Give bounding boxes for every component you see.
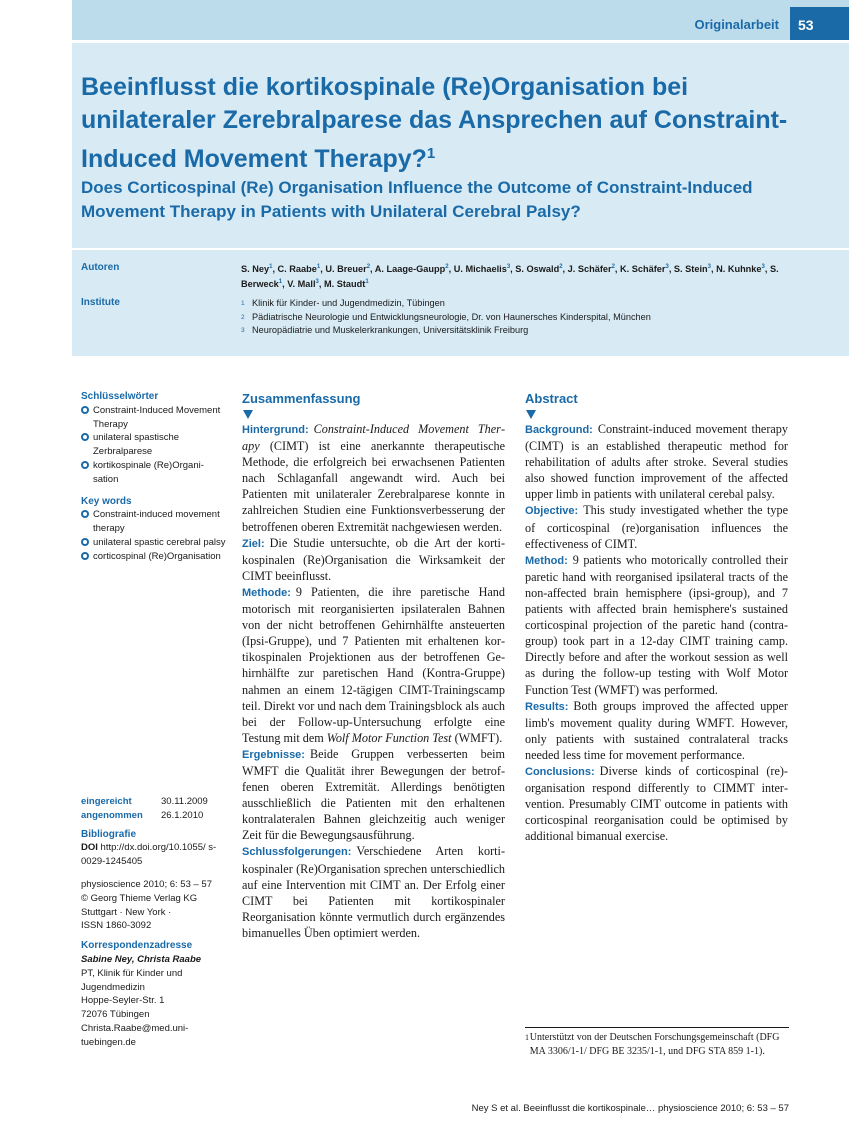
author-affiliation: 3 [315,279,319,286]
paragraph-label: Background: [525,424,593,436]
summary-german [242,390,505,941]
summary-paragraph [242,421,505,535]
keyword-text: kortikospinale (Re)Organisation [93,459,204,485]
author-name: U. Michaelis [453,264,507,275]
title-german [81,71,801,176]
paragraph-text: 9 patients who motorically controlled their paretic hand with reorganised ipsilateral tracts of the non-affected brain hemisphere (ipsi-group), and 7 patients with affected brain hemisphere's sustained corticospinal projection of the paretic hand (contra-group) took part in a 12-day CIMT training camp. Directly before and after the workout session as well as during the follow-up testing with Wolf Motor Function Test (WMFT) was performed. [525,552,788,697]
paragraph-label: Objective: [525,505,579,518]
author-name: S. Stein [673,264,708,275]
author-name: V. Mall [287,279,316,290]
paragraph-text: (WMFT). [451,730,503,745]
keywords-en-label: Key words [81,495,132,507]
paragraph-text: 9 Patienten, die ihre paretische Hand motorisch mit reorganisierten ipsilateralen Bahnen von der nicht betroffenen Gehirnhälfte ansteuerten (Ipsi-Gruppe), und 7 Patienten mit erhaltenen kortikospinalen Projektionen aus der betroffenen Gehirnhälfte zur paretischen Hand (Kontra-Gruppe) nahmen an einem 12-tägigen CIMT-Trainingscamp teil. Direkt vor und nach dem Trainingsblock als auch bei der Follow-up-Untersuchung erfolgte eine Testung mit dem [242,584,505,745]
institute-text: Neuropädiatrie und Muskelerkrankungen, Universitätsklinik Freiburg [252,325,529,335]
paragraph-text: (CIMT) ist eine anerkannte therapeutische Methode, die erfolgreich bei erwachsenen Patienten nach Schlaganfall angewandt wird. Auch bei Patienten mit unilateraler Zerebralparese konnte in zahlreichen Studien eine Funktionsverbesserung der betroffenen oberen Extremität nachgewiesen werden. [242,439,505,534]
received-label: eingereicht [81,796,132,807]
page-number-box [790,7,849,40]
address-line: Hoppe-Seyler-Str. 1 [81,995,165,1007]
paragraph-text: This study investigated whether the type of corticospinal (re)organisation influences the effectiveness of CIMT. [525,503,788,551]
sidebar-keywords [81,390,226,564]
bullet-icon [81,550,93,564]
keyword-text: corticospinal (Re)Organisation [93,550,221,562]
sidebar-publication-info [81,795,226,1050]
address-line: tuebingen.de [81,1036,136,1048]
authors-label: Autoren [81,262,120,273]
summary-paragraph [242,535,505,584]
paragraph-text: Beide Gruppen verbesserten beim WMFT die Qualität ihrer Bewegungen der betroffenen oberen Extremität. Allerdings benötigten ausschließlich die Patienten mit den erhaltenen kontralateralen Bahnen gleichzeitig auch weniger Zeit für die Bewegungsausführung. [242,746,505,843]
footnote [525,1031,789,1058]
summary-paragraph [242,746,505,844]
author-affiliation: 1 [365,279,369,286]
correspondence-label: Korrespondenzadresse [81,940,193,952]
header-band [72,0,849,40]
keyword-item [81,508,226,536]
author-affiliation: 2 [366,264,371,270]
abstract-english [525,390,788,844]
summary-paragraph [242,584,505,746]
author-name: S. Berweck [241,264,779,290]
author-name: A. Laage-Gaupp [374,264,446,275]
keyword-text: unilateral spastische Zerbralparese [93,432,180,458]
paragraph-label: Method: [525,554,568,567]
title-footnote-marker: 1 [426,145,436,162]
title-band [72,43,849,248]
keyword-item [81,536,226,550]
author-affiliation: 2 [611,264,615,270]
title-german-text: Beeinflusst die kortikospinale (Re)Organisation bei unilateraler Zerebralparese das Ansprechen auf Constraint-Induced Movement Therapy? [81,73,788,173]
institute-item [241,324,821,338]
bullet-icon [81,459,93,487]
paragraph-text: Verschiedene Arten kortikospinaler (Re)Organisation sprechen unterschiedlich auf eine Intervention mit CIMT an. Der Erfolg einer CIMT bei Patienten mit kortikospinaler Reorganisation könnte vermutlich durch ergänzendes bimanuelles Üben optimiert werden. [242,844,505,940]
paragraph-text: Die Studie untersuchte, ob die Art der kortikospinalen (Re)Organisation die Wirksamkeit der CIMT beeinflusst. [242,535,505,583]
paragraph-text: Diverse kinds of corticospinal (re)-organisation respond differently to CIMMT intervention. Presumably CIMT outcome in patients with corticospinal reorganisation could be optimised by additional bimanual exercise. [525,763,788,844]
paragraph-label: Methode: [242,586,291,599]
institute-text: Klinik für Kinder- und Jugendmedizin, Tübingen [252,298,445,308]
section-label: Originalarbeit [694,17,779,32]
address-line: PT, Klinik für Kinder und [81,967,183,979]
keyword-item [81,550,226,564]
author-affiliation: 3 [665,264,669,270]
paragraph-label: Hintergrund: [242,424,309,436]
paragraph-label: Ziel: [242,537,265,550]
citation: physioscience 2010; 6: 53 – 57 [81,878,212,890]
institute-number: 1 [241,300,245,307]
paragraph-italic: Wolf Motor Function Test [326,730,452,745]
institute-item [241,297,821,311]
summary-paragraph [242,843,505,941]
keyword-text: Constraint-induced movement therapy [93,509,220,535]
issn: ISSN 1860-3092 [81,920,152,932]
keyword-text: Constraint-Induced Movement Therapy [93,404,221,430]
accepted-row [81,809,226,823]
triangle-marker-icon [243,410,253,419]
bullet-icon [81,536,93,550]
footnote-text: Unterstützt von der Deutschen Forschungsgemeinschaft (DFG MA 3306/1-1/ DFG BE 3235/1-1, und DFG STA 859 1-1). [529,1032,780,1057]
institutes-label: Institute [81,297,120,308]
paragraph-label: Results: [525,700,569,713]
paragraph-text: Both groups improved the affected upper limb's movement quality during WMFT. However, only patients with sustained contralateral tracks needed less time for movement performance. [525,698,788,762]
author-affiliation: 3 [506,264,511,270]
correspondence-names: Sabine Ney, Christa Raabe [81,953,202,965]
author-name: U. Breuer [325,264,367,275]
publisher-line-1: © Georg Thieme Verlag KG [81,892,198,904]
paragraph-label: Ergebnisse: [242,748,305,761]
institute-text: Pädiatrische Neurologie und Entwicklungsneurologie, Dr. von Haunersches Kinderspital, München [252,311,651,322]
abstract-english-heading: Abstract [525,391,578,406]
abstract-paragraph [525,421,788,502]
bullet-icon [81,404,93,432]
bullet-icon [81,508,93,536]
keyword-item [81,459,226,487]
bullet-icon [81,431,93,459]
paragraph-text: Constraint-induced movement therapy (CIMT) is an established therapeutic method for rehabilitation of adults after stroke. Several studies also showed function improvement of the affected upper limb in patients with unilateral cerebal palsy. [525,422,788,502]
summary-german-heading: Zusammenfassung [242,391,361,406]
keyword-item [81,431,226,459]
author-name: S. Ney [241,264,270,275]
paragraph-label: Conclusions: [525,765,595,778]
doi-value[interactable]: http://dx.doi.org/10.1055/ s-0029-1245405 [81,842,217,868]
abstract-paragraph [525,502,788,551]
address-line: Christa.Raabe@med.uni- [81,1022,189,1034]
keyword-item [81,404,226,432]
keywords-en-list [81,508,226,563]
doi [81,841,226,869]
institutes-list [241,297,821,338]
author-name: N. Kuhnke [716,264,762,275]
abstract-english-body [525,421,788,844]
author-affiliation: 2 [445,264,449,270]
address-line: 72076 Tübingen [81,1009,150,1021]
received-date: 30.11.2009 [161,796,208,807]
paragraph-italic: Constraint-Induced Movement Therapy [242,422,505,454]
accepted-label: angenommen [81,809,143,821]
author-name: M. Staudt [323,279,366,290]
publisher-line-2: Stuttgart · New York · [81,906,172,918]
meta-band [72,250,849,356]
correspondence-address [81,967,226,1050]
abstract-paragraph [525,763,788,844]
triangle-marker-icon [526,410,536,419]
footnote-divider [525,1027,789,1028]
page-number: 53 [798,17,814,33]
bibliography-label: Bibliografie [81,828,137,840]
author-affiliation: 3 [707,264,711,270]
abstract-paragraph [525,552,788,698]
authors-list: S. Ney$^1$, C. Raabe$^1$, U. Breuer$^2$, A. Laage-Gaupp$^2$, U. Michaelis$^3$, S. Oswald$^2$, J. Schäfer$^2$, K. Schäfer$^3$, S. Stein$^3$, N. Kuhnke$^3$, S. Berweck$^1$, V. Mall$^3$, M. Staudt$^1$ [241,264,779,290]
author-name: J. Schäfer [567,264,612,275]
title-english: Does Corticospinal (Re) Organisation Influence the Outcome of Constraint-Induced Movement Therapy in Patients with Unilateral Cerebral Palsy? [81,178,753,221]
abstract-paragraph [525,698,788,763]
doi-label: DOI [81,842,98,854]
author-affiliation: 1 [278,279,283,286]
keywords-de-label: Schlüsselwörter [81,391,159,402]
author-affiliation: 3 [761,264,765,270]
footnote-number: 1 [525,1033,529,1042]
institute-number: 3 [241,327,245,334]
author-affiliation: 2 [559,264,563,270]
author-name: K. Schäfer [620,264,666,275]
received-row [81,795,226,809]
accepted-date: 26.1.2010 [161,809,204,821]
author-affiliation: 1 [316,264,321,270]
running-footer: Ney S et al. Beeinflusst die kortikospinale… physioscience 2010; 6: 53 – 57 [471,1103,789,1114]
institute-number: 2 [241,313,245,321]
keywords-de-list [81,404,226,487]
summary-german-body [242,421,505,941]
author-name: C. Raabe [277,264,317,275]
author-affiliation: 1 [269,264,273,270]
address-line: Jugendmedizin [81,981,145,993]
institute-item [241,311,821,325]
author-name: S. Oswald [515,264,560,275]
paragraph-label: Schlussfolgerungen: [242,846,352,859]
keyword-text: unilateral spastic cerebral palsy [93,536,226,548]
